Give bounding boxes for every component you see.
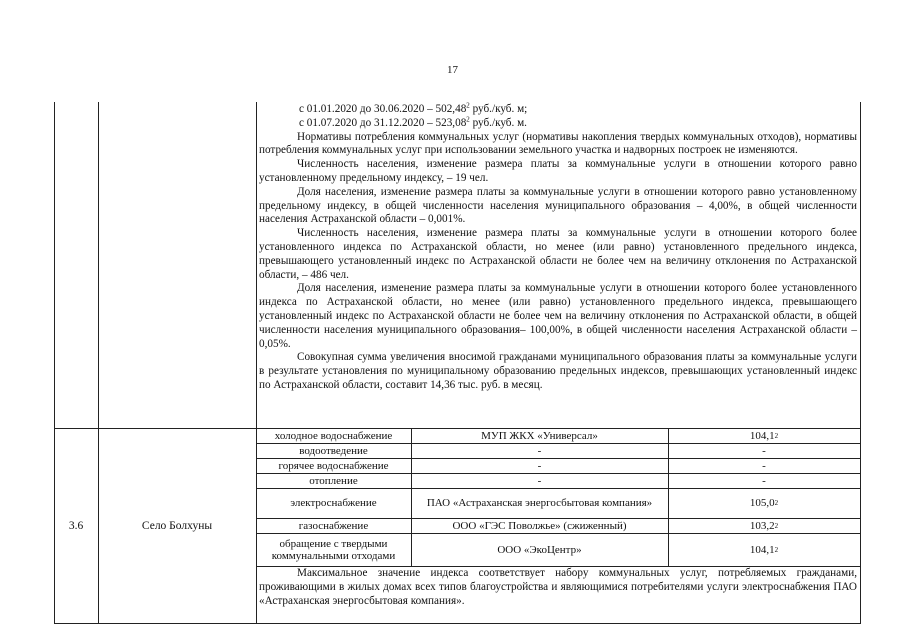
page-number: 17 [447,64,458,76]
index-value: - [762,474,766,487]
provider-name: ПАО «Астраханская энергосбытовая компания» [426,497,653,509]
service-name: горячее водоснабжение [278,459,389,472]
service-name: электроснабжение [290,497,377,509]
row-number: 3.6 [68,519,84,532]
provider-name: - [537,459,542,472]
note-paragraph: Максимальное значение индекса соответствует набору коммунальных услуг, потребляемых гражданами, проживающими в жилых домах всех типов благоустройства и являющимися потребителями услуги электроснабжения ПАО «Астраханская энергосбытовая компания». [259,567,857,607]
paragraph: Нормативы потребления коммунальных услуг (нормативы накопления твердых коммунальных отходов), нормативы потребления коммунальных услуг при использовании земельного участка и надворных построек не изменяются. [259,130,857,157]
paragraph: Доля населения, изменение размера платы за коммунальные услуги в отношении которого более установленного индекса по Астраханской области, но менее (или равно) установленного предельного индекса, превышающего установленный индекс по Астраханской области не более чем на величину отклонения по Астраханской области, в общей численности населения муниципального образования– 100,00%, в общей численности населения Астраханской области – 0,05%. [259,282,857,350]
index-value: 104,1 2 [749,429,779,442]
service-name: газоснабжение [298,519,369,532]
provider-name: ООО «ГЭС Поволжье» (сжиженный) [452,519,627,532]
tariff-line: с 01.01.2020 до 30.06.2020 – 502,48$^2$ руб./куб. м; [299,101,528,115]
paragraph: Численность населения, изменение размера платы за коммунальные услуги в отношении которого равно установленному предельному индексу, – 19 чел. [259,158,857,184]
index-value: - [762,444,766,457]
settlement-name: Село Болхуны [141,519,213,532]
text-block [259,103,857,393]
provider-name: - [537,474,542,487]
paragraph: Доля населения, изменение размера платы за коммунальные услуги в отношении которого равно установленному предельному индексу, в общей численности населения муниципального образования – 4,00%, в общей численности населения Астраханской области – 0,001%. [259,185,857,226]
index-value: 104,1 2 [749,543,779,556]
index-value: - [762,459,766,472]
paragraph: Совокупная сумма увеличения вносимой гражданами муниципального образования платы за коммунальные услуги в результате установления по муниципальному образованию предельных индексов, превышающих установленный индекс по Астраханской области, составит 14,36 тыс. руб. в месяц. [259,351,857,391]
index-value: 105,0 2 [749,497,779,509]
provider-name: - [537,444,542,457]
service-name: холодное водоснабжение [274,429,393,442]
tariff-line: с 01.07.2020 до 31.12.2020 – 523,08$^2$ руб./куб. м. [299,115,527,129]
index-value: 103,2 2 [749,519,779,532]
service-name: водоотведение [299,444,368,457]
provider-name: МУП ЖКХ «Универсал» [481,429,598,442]
service-name: обращение с твердыми коммунальными отходами [271,537,396,562]
service-name: отопление [309,474,358,487]
paragraph: Численность населения, изменение размера платы за коммунальные услуги в отношении которого более установленного индекса по Астраханской области, но менее (или равно) установленного предельного индекса, превышающего установленный индекс по Астраханской области не более чем на величину отклонения по Астраханской области, – 486 чел. [259,227,857,281]
provider-name: ООО «ЭкоЦентр» [497,543,582,556]
